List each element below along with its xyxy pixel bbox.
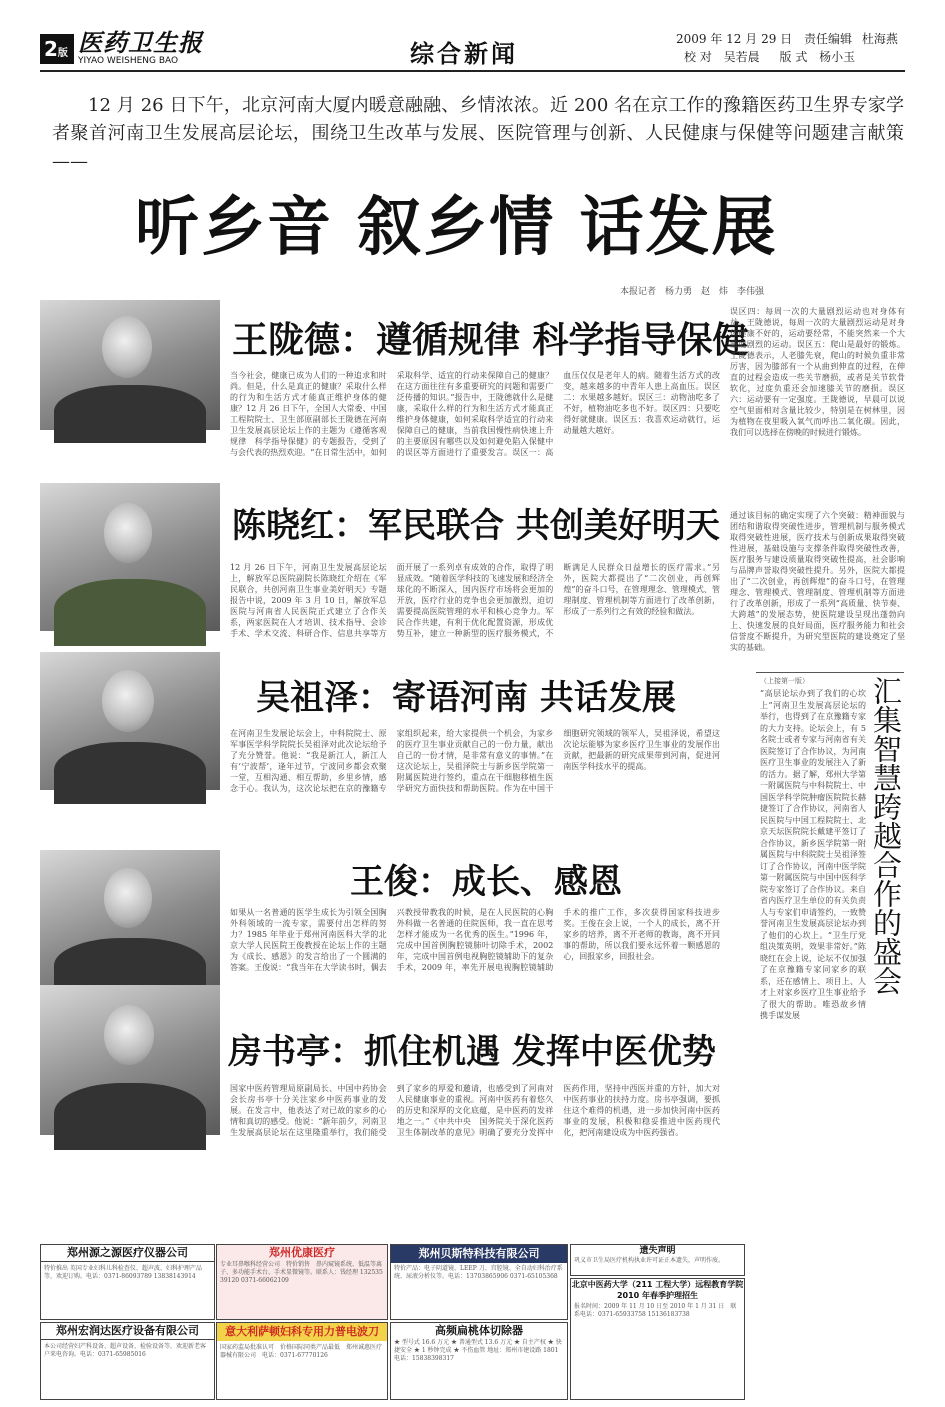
article-title-fang-shuting: 房书亭：抓住机遇 发挥中医优势 xyxy=(228,1032,716,1072)
portrait-body xyxy=(54,1083,205,1151)
ad-saton xyxy=(216,1322,388,1400)
portrait-face xyxy=(104,503,152,563)
masthead-pinyin: YIYAO WEISHENG BAO xyxy=(78,56,179,66)
feature-continuation-label: （上接第一版） xyxy=(760,677,809,685)
layout-label: 版 式 xyxy=(779,50,808,64)
ad-youkang xyxy=(216,1244,388,1320)
ad-title: 郑州贝斯特科技有限公司 xyxy=(391,1245,567,1263)
photo-wang-longde xyxy=(40,300,220,430)
ad-body: ★ 型号式 16.6 万元 ★ 普通型式 13.6 万元 ★ 自主产权 ★ 快捷安全 ★ 1 秒钟完成 ★ 不伤血管 地址：郑州市建设路 1801 电话：15838398317 xyxy=(394,1339,562,1362)
portrait-body xyxy=(54,579,205,646)
article-body-wang-jun: 如果从一名普通的医学生成长为引领全国胸外科领域的一流专家，需要付出怎样的努力？1985 年毕业于郑州河南医科大学的北京大学人民医院王俊教授在论坛上作的主题为《成长、感恩》的发言给出了一个圆满的答案。王俊说：“我当年在大学读书时，偶去兴教授带教我的时候，是在人民医院的心胸外科做一名普通的住院医师，我一直在思考怎样才能成为一名优秀的医生。”1996 年，完成中国首例胸腔镜肺叶切除手术，2002 年，完成中国首例电视胸腔镜辅助下的复杂手术，2009 年，率先开展电视胸腔镜辅助手术的推广工作，多次获得国家科技进步奖。王俊在会上说，一个人的成长，离不开家乡的培养，离不开老师的教诲，离不开同事的帮助，所以我们要永远怀着一颗感恩的心，回报家乡，回报社会。 xyxy=(230,908,720,972)
ad-beisite xyxy=(390,1244,568,1320)
page-number-badge xyxy=(40,34,74,64)
article-title-wu-zuze: 吴祖泽：寄语河南 共话发展 xyxy=(256,678,676,718)
ad-body: 报名时间：2009 年 11 月 10 日至 2010 年 1 月 31 日 联系电话：0371-65933758 15136183738 xyxy=(574,1303,737,1318)
page-number: 2 xyxy=(44,37,58,61)
ad-title: 意大利萨顿妇科专用力普电波刀 xyxy=(217,1323,387,1341)
right-column-mid-text: 通过该目标的确定实现了六个突破：精神面貌与团结和谐取得突破性进步，管理机制与服务模式取得突破性进展，医疗技术与创新成果取得突破性进展，基础设施与支撑条件取得突破性改善，医疗服务与建设质量取得突破性提高，社会影响与品牌声誉取得突破性提升。另外，医院大都提出了“二次创业，再创辉煌”的奋斗口号，在管理理念、管理模式、管理制度、管理机制等方面进行了改革创新，形成了一系列“高质量、快节奏、大跨越”的发展态势，使医院建设呈现出蓬勃向上、快速发展的良好局面，医疗服务能力和社会信誉度不断提升，为研究型医院的建设奠定了坚实的基础。 xyxy=(730,511,905,652)
ad-body: 特价推出 英国专业妇科儿科检查仪、超声波、妇科护理产品等，欢迎订购。电话：0371-86093789 13838143914 xyxy=(44,1265,202,1280)
right-column-top-text: 误区四：每周一次的大量剧烈运动也对身体有益。王陇德说，每周一次的大量剧烈运动是对身体健康不好的，运动要经常，不能突然来一个大量度剧烈的运动。误区五：爬山是最好的锻炼。王陇德表示，人老膝先衰，爬山的时候负重非常厉害，因为膝部有一个从曲到伸直的过程，在伸直的过程会造成一些关节磨损，或者是关节软骨软化，过度负重还会加速膝关节的磨损。误区六：运动要有一定强度。王陇德说，早晨可以说空气里面相对含量比较少，特别是在树林里，因为植物在夜里吸入氧气而呼出二氧化碳。因此，我们可以选择在傍晚的时候进行锻炼。 xyxy=(730,307,905,437)
feature-title: 汇集智慧跨越合作的盛会 xyxy=(869,676,903,995)
ad-title: 遗失声明 xyxy=(639,1246,676,1256)
ad-body: 特价产品：电子阴道镜、LEEP 刀、宫腔镜、全自动妇科治疗系统、尿液分析仪等。电话：13703865906 0371-65105368 xyxy=(394,1265,563,1280)
photo-chen-xiaohong xyxy=(40,483,220,631)
ad-title: 高频扁桃体切除器 xyxy=(435,1324,523,1337)
portrait-body xyxy=(54,742,205,804)
ad-body: 专业耳鼻喉科经营公司 特价销售 鼻内窥镜系统、低温等离子、多功能手术台、手术显微镜等。联系人：钱经理 13253539120 0371-66062109 xyxy=(220,1261,383,1284)
ad-bucm xyxy=(570,1278,745,1400)
proof-label: 校 对 xyxy=(684,50,712,64)
byline: 本报记者 杨力勇 赵 炜 李伟强 xyxy=(620,287,765,297)
issue-date: 2009 年 12 月 29 日 xyxy=(676,32,793,46)
article-body-chen-xiaohong: 12 月 26 日下午，河南卫生发展高层论坛上，解放军总医院副院长陈晓红介绍在《军民联合，共创河南卫生事业美好明天》专题报告中说，2009 年 3 月 10 日，解放军总医院与河南省人民医院正式建立了合作关系，两家医院在人才培训、技术指导、会诊手术、学术交流、科研合作、信息共享等方面开展了一系列卓有成效的合作，取得了明显成效。“随着医学科技的飞速发展和经济全球化的不断深入，国内医疗市场将会更加的开放，医疗行业的竞争也会更加激烈，迫切需要提高医院管理的水平和核心竞争力。军民合作共建，有利于优化配置资源，形成优势互补，建立一种新型的医疗服务模式，不断满足人民群众日益增长的医疗需求。”另外，医院大都提出了“二次创业，再创辉煌”的奋斗口号，在管理理念、管理模式、管理制度、管理机制等方面进行了改革创新，形成了一系列行之有效的经验和做法。 xyxy=(230,563,720,638)
layout-name: 杨小玉 xyxy=(819,50,856,64)
article-title-wang-longde: 王陇德：遵循规律 科学指导保健 xyxy=(232,319,749,361)
photo-wang-jun xyxy=(40,850,220,986)
section-title: 综合新闻 xyxy=(410,39,518,68)
header-rule xyxy=(40,70,905,72)
ad-body: 本公司经营妇产科设备、超声设备、检验设备等，欢迎新老客户来电咨询。电话：0371-65985016 xyxy=(44,1343,207,1358)
lead-paragraph: 12 月 26 日下午，北京河南大厦内暖意融融、乡情浓浓。近 200 名在京工作的豫籍医药卫生界专家学者聚首河南卫生发展高层论坛，围绕卫生改革与发展、医院管理与创新、人民健康与保健等问题建言献策—— xyxy=(52,95,904,172)
portrait-face xyxy=(104,1005,154,1065)
main-headline: 听乡音 叙乡情 话发展 xyxy=(135,191,778,265)
ad-title: 郑州源之源医疗仪器公司 xyxy=(41,1245,214,1262)
ad-title: 郑州宏润达医疗设备有限公司 xyxy=(41,1323,214,1340)
ad-lost-notice xyxy=(570,1244,745,1276)
ad-title: 北京中医药大学（211 工程大学）远程教育学院 2010 年春季护理招生 xyxy=(571,1280,744,1300)
article-body-fang-shuting: 国家中医药管理局原副局长、中国中药协会会长房书亭十分关注家乡中医药事业的发展。在发言中，他表达了对已故的家乡的心情和真切的感受。他说：“新年前夕，河南卫生发展高层论坛在这里隆重举行，我们能受到了家乡的厚爱和邀请，也感受到了河南对人民健康事业的重视。河南中医药有着悠久的历史和深厚的文化底蕴，是中医药的发祥地之一。”《中共中央 国务院关于深化医药卫生体制改革的意见》明确了要充分发挥中医药作用，坚持中西医并重的方针，加大对中医药事业的扶持力度。房书亭强调，要抓住这个难得的机遇，进一步加快河南中医药事业的发展，积极和稳妥推进中医药现代化，把河南建设成为中医药强省。 xyxy=(230,1084,720,1137)
ad-yuanzhiyuan xyxy=(40,1244,215,1320)
feature-body: “高层论坛办到了我们的心坎上”河南卫生发展高层论坛的举行，也得到了在京豫籍专家的大力支持。论坛会上，有 5 名院士或者专家与河南省有关医院签订了合作协议，为河南医疗卫生事业的发展注入了新的活力。据了解，郑州大学第一附属医院与中科院院士、中国医学科学院肿瘤医院院长赫捷签订了合作协议，河南省人民医院与中国工程院院士、北京天坛医院院长戴建平签订了合作协议，新乡医学院第一附属医院与中科院院士吴祖泽签订了合作协议，河南中医学院第一附属医院与中国中医科学院专家签订了合作协议。来自省内医疗卫生单位的有关负责人与专家们申请签约，一致赞誉河南卫生发展高层论坛办到了他们的心坎上。“卫生厅党组决策英明，效果非常好。”陈晓红在会上说，论坛不仅加强了在京豫籍专家同家乡的联系，还在感情上、项目上、人才上对家乡医疗卫生事业给予了很大的帮助。唯恐故乡情 携手谋发展 xyxy=(760,689,874,1020)
article-title-wang-jun: 王俊：成长、感恩 xyxy=(350,862,622,902)
portrait-face xyxy=(102,670,154,732)
masthead-title: 医药卫生报 xyxy=(78,28,203,57)
proof-name: 吴若晨 xyxy=(723,50,760,64)
ad-title: 郑州优康医疗 xyxy=(269,1246,335,1259)
editor-name: 杜海燕 xyxy=(861,32,898,46)
ad-hongrunda xyxy=(40,1322,215,1400)
portrait-body xyxy=(54,385,205,444)
ad-body: 国家药监局批准认可 价格国际同类产品最低 郑州诚惠医疗器械有限公司 电话：0371-67770126 xyxy=(220,1344,383,1359)
page-unit: 版 xyxy=(57,48,68,59)
article-body-wang-longde: 当今社会，健康已成为人们的一种追求和时尚。但是，什么是真正的健康？采取什么样的行为和生活方式才能真正维护身体的健康？12 月 26 日下午，全国人大常委、中国工程院院士、卫生部原副部长王陇德在河南卫生发展高层论坛上作的主题为《遵循客观规律 科学指导保健》的专题报告，受到了与会代表的热烈欢迎。“在日常生活中，如何采取科学、适宜的行动来保障自己的健康？在这方面往往有多重要研究的问题和需要广泛传播的知识。”报告中，王陇德就什么是健康，采取什么样的行为和生活方式才能真正维护身体健康，如何采取科学适宜的行动来保障自己的健康，当前我国慢性病快速上升的主要原因有哪些以及如何避免陷入保健中的误区等方面进行了重要发言。误区一：高血压仅仅是老年人的病。随着生活方式的改变，越来越多的中青年人患上高血压。误区二：水果越多越好。误区三：动物油吃多了不好，植物油吃多也不好。误区四：只要吃得好就健康。误区五：我喜欢运动就行，运动量越大越好。 xyxy=(230,371,720,457)
article-title-chen-xiaohong: 陈晓红：军民联合 共创美好明天 xyxy=(232,506,720,546)
portrait-face xyxy=(102,316,152,378)
ad-tonsil-cutter xyxy=(390,1322,568,1400)
photo-fang-shuting xyxy=(40,985,220,1135)
article-body-wu-zuze: 在河南卫生发展论坛会上，中科院院士、原军事医学科学院院长吴祖泽对此次论坛给予了充分赞誉。他说：“我是新江人，新江人有‘宁波帮’，逢年过节，宁波同乡都会欢聚一堂，互相沟通、相互帮助，乡里乡情，感念于心。我认为，这次论坛把在京的豫籍专家组织起来，给大家提供一个机会，为家乡的医疗卫生事业贡献自己的一份力量，献出自己的一份才情，是非常有意义的事情。”在这次论坛上，吴祖泽院士与新乡医学院第一附属医院进行签约，重点在干细胞移植生医学研究方面快技和帮助医院。作为在中国干细胞研究领域的领军人，吴祖泽说，希望这次论坛能够为家乡医疗卫生事业的发展作出贡献，把最新的研究成果带到河南，促进河南医学科技水平的提高。 xyxy=(230,729,720,793)
editor-label: 责任编辑 xyxy=(803,32,852,46)
feature-column-rule xyxy=(756,672,904,673)
header-info xyxy=(676,30,906,66)
ad-body: 巩义市卫生局医疗机构执业许可证正本遗失，声明作废。 xyxy=(574,1257,725,1264)
masthead-logo xyxy=(78,30,208,68)
portrait-face xyxy=(104,868,152,928)
photo-wu-zuze xyxy=(40,652,220,790)
